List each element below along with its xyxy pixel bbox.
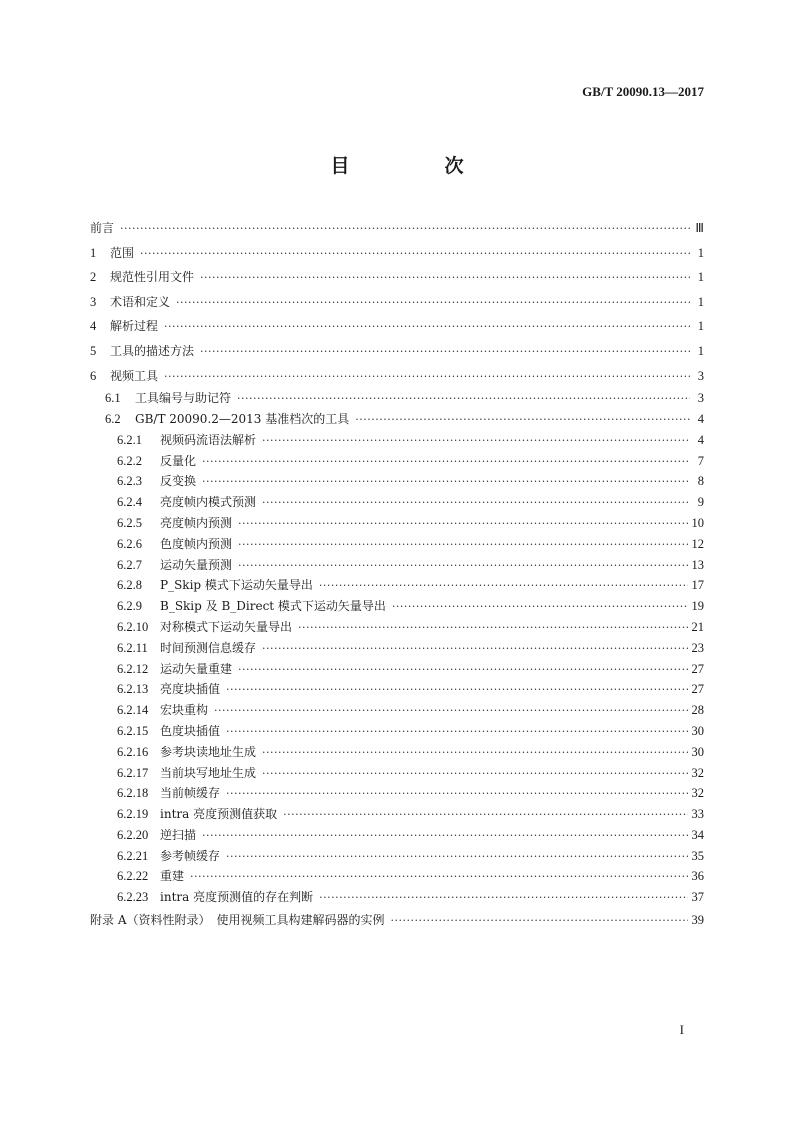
toc-entry-number: 6.2.21 [117,848,149,863]
toc-entry-label: intra 亮度预测值的存在判断 [160,890,314,905]
toc-entry-page: 12 [691,536,704,551]
toc-entry-page: 13 [691,557,704,572]
toc-entry-page: 1 [697,343,704,358]
toc-entry[interactable] [90,290,704,315]
toc-entry-page: 4 [697,432,704,447]
toc-entry-label: 当前块写地址生成 [160,765,257,780]
toc-entry[interactable] [90,825,704,846]
toc-entry-label: 视频码流语法解析 [160,432,257,447]
toc-entry-label: 色度块插值 [160,723,221,738]
toc-entry-page: 4 [697,411,704,426]
toc-entry-number: 6.2.1 [117,432,142,447]
toc-leader-dots [226,722,687,743]
toc-entry-page: 33 [691,807,704,822]
toc-leader-dots [176,291,690,316]
toc-entry-page: 3 [697,391,704,406]
toc-entry[interactable] [90,596,704,617]
toc-entry-page: 3 [697,368,704,383]
standard-code: GB/T 20090.13—2017 [582,84,704,99]
toc-entry-label: P_Skip 模式下运动矢量导出 [160,578,313,593]
toc-entry-number: 6.2.11 [117,640,148,655]
toc-entry-number: 2 [90,270,97,285]
toc-entry-number: 6.2 [105,411,121,426]
toc-entry-page: 36 [691,869,704,884]
toc-entry-page: 32 [691,786,704,801]
toc-entry-page: 1 [697,245,704,260]
toc-entry[interactable] [90,314,704,339]
toc-entry-label: 反量化 [160,453,197,468]
toc-entry-page: 32 [691,765,704,780]
toc-entry[interactable] [90,430,704,451]
toc-entry-page: 39 [691,913,704,928]
toc-entry-label: 色度帧内预测 [160,536,233,551]
toc-entry-page: 34 [691,827,704,842]
toc-entry-number: 4 [90,319,97,334]
toc-entry-label: 亮度帧内模式预测 [160,495,257,510]
toc-entry-page: 7 [697,453,704,468]
toc-leader-dots [298,618,687,639]
toc-entry-label: 亮度帧内预测 [160,515,233,530]
toc-leader-dots [190,867,687,888]
toc-entry-number: 6.2.23 [117,890,149,905]
toc-entry-number: 5 [90,343,97,358]
toc-leader-dots [238,660,687,681]
toc-entry-number: 6.2.5 [117,515,142,530]
toc-entry[interactable] [90,846,704,867]
toc-entry-label: 运动矢量重建 [160,661,233,676]
toc-entry-number: 6.2.6 [117,536,142,551]
toc-leader-dots [226,784,687,805]
toc-entry-label: 宏块重构 [160,703,209,718]
table-of-contents [90,216,704,933]
toc-leader-dots [319,576,688,597]
toc-entry-page: 27 [691,682,704,697]
toc-entry-page: 9 [697,495,704,510]
toc-leader-dots [319,888,687,909]
toc-entry[interactable] [90,216,704,241]
toc-entry-page: 8 [697,474,704,489]
toc-entry[interactable] [90,241,704,266]
toc-entry-label: intra 亮度预测值获取 [160,807,278,822]
toc-entry-label: 逆扫描 [160,827,197,842]
toc-leader-dots [140,242,690,267]
toc-leader-dots [202,452,690,473]
toc-entry-number: 6.2.19 [117,807,149,822]
toc-entry[interactable] [90,513,704,534]
toc-leader-dots [392,597,688,618]
toc-entry-number: 3 [90,294,97,309]
toc-entry-page: 1 [697,319,704,334]
toc-entry[interactable] [90,409,704,430]
page-title: 目 次 [330,155,502,177]
toc-leader-dots [262,493,690,514]
toc-entry-page: 30 [691,723,704,738]
toc-entry-page: 10 [691,515,704,530]
toc-leader-dots [200,266,690,291]
toc-entry-label: 附录 A（资料性附录） 使用视频工具构建解码器的实例 [90,913,385,928]
toc-entry[interactable] [90,700,704,721]
toc-leader-dots [238,556,687,577]
toc-entry[interactable] [90,742,704,763]
toc-entry[interactable] [90,364,704,389]
toc-entry-label: GB/T 20090.2—2013 基准档次的工具 [135,411,350,426]
toc-leader-dots [262,764,687,785]
toc-entry-label: 亮度块插值 [160,682,221,697]
toc-leader-dots [237,389,690,410]
toc-entry-number: 1 [90,245,97,260]
toc-entry-label: 运动矢量预测 [160,557,233,572]
toc-entry[interactable] [90,575,704,596]
toc-leader-dots [200,340,690,365]
toc-entry-page: 17 [691,578,704,593]
toc-leader-dots [120,217,690,242]
toc-leader-dots [390,909,687,934]
toc-entry[interactable] [90,617,704,638]
toc-entry-number: 6.2.9 [117,599,142,614]
toc-entry-label: 当前帧缓存 [160,786,221,801]
toc-entry-page: 1 [697,294,704,309]
toc-entry-number: 6.2.12 [117,661,149,676]
toc-leader-dots [214,701,687,722]
toc-entry-label: 范围 [110,245,135,260]
toc-leader-dots [226,847,687,868]
toc-entry[interactable] [90,887,704,908]
toc-entry[interactable] [90,804,704,825]
toc-entry-label: 规范性引用文件 [110,270,195,285]
toc-entry[interactable] [90,388,704,409]
toc-entry-label: 时间预测信息缓存 [160,640,257,655]
toc-entry-label: 参考块读地址生成 [160,744,257,759]
toc-entry[interactable] [90,555,704,576]
toc-entry-label: 重建 [160,869,185,884]
toc-entry-page: 35 [691,848,704,863]
toc-entry-page: 23 [691,640,704,655]
toc-entry[interactable] [90,763,704,784]
toc-entry-label: 视频工具 [110,368,159,383]
page-number: I [679,1022,684,1037]
toc-entry-label: 解析过程 [110,319,159,334]
toc-entry[interactable] [90,659,704,680]
toc-entry-label: 反变换 [160,474,197,489]
toc-entry-number: 6.2.4 [117,495,142,510]
toc-entry-page: 30 [691,744,704,759]
toc-entry-number: 6.2.20 [117,827,149,842]
toc-leader-dots [202,826,687,847]
toc-leader-dots [238,535,687,556]
toc-entry-label: 前言 [90,221,115,235]
toc-entry[interactable] [90,471,704,492]
toc-entry-label: 工具编号与助记符 [135,391,232,406]
toc-entry[interactable] [90,492,704,513]
toc-entry[interactable] [90,783,704,804]
toc-leader-dots [164,315,690,340]
toc-leader-dots [262,639,687,660]
toc-entry[interactable] [90,908,704,933]
toc-entry-number: 6.2.13 [117,682,149,697]
toc-leader-dots [355,410,690,431]
toc-entry[interactable] [90,265,704,290]
toc-entry-number: 6.2.7 [117,557,142,572]
toc-entry-page: 27 [691,661,704,676]
toc-entry-number: 6.2.22 [117,869,149,884]
toc-entry-number: 6.2.14 [117,703,149,718]
toc-entry-page: 19 [691,599,704,614]
toc-entry-number: 6.2.8 [117,578,142,593]
toc-entry[interactable] [90,534,704,555]
toc-entry-number: 6.2.10 [117,619,149,634]
toc-entry-number: 6.1 [105,391,121,406]
toc-leader-dots [202,472,690,493]
toc-entry-number: 6.2.16 [117,744,149,759]
toc-leader-dots [226,680,687,701]
toc-entry[interactable] [90,638,704,659]
toc-entry[interactable] [90,721,704,742]
toc-entry-number: 6.2.15 [117,723,149,738]
toc-entry[interactable] [90,866,704,887]
toc-entry-label: 工具的描述方法 [110,343,195,358]
toc-entry-page: 1 [697,270,704,285]
toc-entry-page: 28 [691,703,704,718]
toc-entry-number: 6.2.3 [117,474,142,489]
toc-entry-page: 21 [691,619,704,634]
toc-entry-label: 参考帧缓存 [160,848,221,863]
toc-leader-dots [283,805,687,826]
toc-entry-number: 6.2.2 [117,453,142,468]
toc-entry[interactable] [90,339,704,364]
toc-entry-page: Ⅲ [695,221,704,235]
toc-entry-label: 对称模式下运动矢量导出 [160,619,293,634]
toc-entry[interactable] [90,451,704,472]
toc-leader-dots [238,514,687,535]
toc-leader-dots [262,743,687,764]
toc-entry-number: 6.2.17 [117,765,149,780]
toc-entry-number: 6 [90,368,97,383]
toc-entry-number: 6.2.18 [117,786,149,801]
toc-entry[interactable] [90,679,704,700]
toc-entry-label: B_Skip 及 B_Direct 模式下运动矢量导出 [160,599,386,614]
toc-entry-page: 37 [691,890,704,905]
toc-entry-label: 术语和定义 [110,294,171,309]
toc-leader-dots [164,365,690,390]
toc-leader-dots [262,431,690,452]
